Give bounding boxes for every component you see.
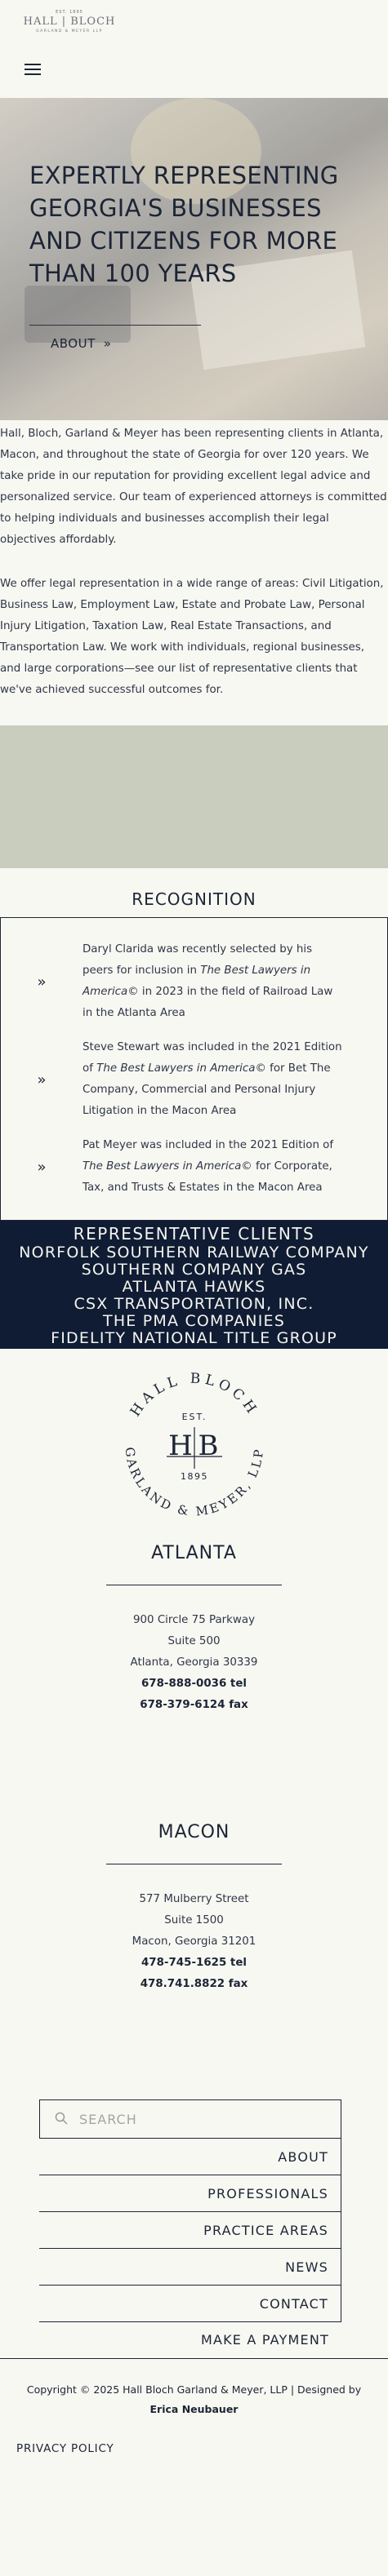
make-payment-link[interactable]: MAKE A PAYMENT <box>200 2332 329 2348</box>
firm-seal <box>113 1365 276 1528</box>
double-chevron-right-icon: » <box>37 1071 47 1088</box>
site-header <box>0 0 388 98</box>
footer-nav-practice-areas[interactable]: PRACTICE AREAS <box>39 2212 341 2249</box>
footer-nav-news[interactable]: NEWS <box>39 2249 341 2286</box>
address-suite: Suite 1500 <box>164 1914 224 1926</box>
search-icon[interactable] <box>55 2112 68 2125</box>
hero-headline: EXPERTLY REPRESENTING GEORGIA'S BUSINESSES AND CITIZENS FOR MORE THAN 100 YEARS <box>29 162 339 287</box>
color-band <box>0 725 388 868</box>
footer-nav-contact[interactable]: CONTACT <box>39 2286 341 2322</box>
double-chevron-right-icon: » <box>37 973 47 991</box>
search-input[interactable] <box>79 2107 324 2131</box>
logo-name: HALL | BLOCH <box>23 16 116 28</box>
logo-subtitle: GARLAND & MEYER LLP <box>36 29 103 33</box>
hero-about-link[interactable] <box>51 336 111 351</box>
logo[interactable] <box>16 10 123 33</box>
copyright <box>0 2359 388 2419</box>
recognition-list <box>0 917 388 1221</box>
client-name: NORFOLK SOUTHERN RAILWAY COMPANY <box>19 1244 369 1261</box>
fax-number: 678-379-6124 fax <box>140 1699 248 1711</box>
intro-paragraph: Hall, Bloch, Garland & Meyer has been representing clients in Atlanta, Macon, and throughout the state of Georgia for over 120 years. We take pride in our reputation for providing excellent legal advice and personalized service. Our team of experienced attorneys is committed to helping individuals and businesses accomplish their legal objectives affordably. <box>0 428 387 546</box>
office-name: MACON <box>158 1822 230 1842</box>
clients-list <box>0 1244 388 1347</box>
seal-bottom-text: GARLAND & MEYER, LLP <box>122 1446 266 1519</box>
address-suite: Suite 500 <box>167 1635 221 1647</box>
client-name: ATLANTA HAWKS <box>122 1278 266 1296</box>
search-box <box>39 2099 341 2139</box>
address-street: 577 Mulberry Street <box>139 1893 249 1905</box>
hamburger-menu-icon[interactable] <box>25 64 41 75</box>
recognition-text: Pat Meyer was included in the 2021 Edition of The Best Lawyers in America© for Corporate, Tax, and Trusts & Estates in the Macon Area <box>83 1139 334 1194</box>
recognition-text: Daryl Clarida was recently selected by his peers for inclusion in The Best Lawyers in America© in 2023 in the field of Railroad Law in the Atlanta Area <box>83 943 333 1019</box>
hero-divider <box>29 325 201 326</box>
footer-nav-about[interactable]: ABOUT <box>39 2139 341 2175</box>
intro-paragraph: We offer legal representation in a wide range of areas: Civil Litigation, Business Law, Employment Law, Estate and Probate Law, Personal Injury Litigation, Taxation Law, Real Estate Transactions, and Transportation Law. We work with individuals, regional businesses, and large corporations—see our list of representative clients that we've achieved successful outcomes for. <box>0 578 384 696</box>
address-city: Macon, Georgia 31201 <box>132 1935 256 1948</box>
seal-est: EST. <box>181 1412 207 1422</box>
seal-year: 1895 <box>180 1471 208 1482</box>
phone-link[interactable]: 478-745-1625 tel <box>140 1957 248 1969</box>
privacy-policy-link[interactable]: PRIVACY POLICY <box>16 2442 114 2455</box>
recognition-item <box>1 1128 387 1205</box>
representative-clients <box>0 1221 388 1349</box>
designer-link[interactable]: Erica Neubauer <box>149 2403 239 2415</box>
seal-monogram-h: H <box>167 1430 193 1462</box>
intro <box>0 423 388 701</box>
seal-top-text: HALL BLOCH <box>127 1370 261 1420</box>
seal-monogram-b: B <box>198 1430 218 1462</box>
client-name: SOUTHERN COMPANY GAS <box>81 1261 307 1279</box>
logo-est: EST. 1895 <box>56 10 83 15</box>
address-street: 900 Circle 75 Parkway <box>133 1614 255 1626</box>
client-name: CSX TRANSPORTATION, INC. <box>74 1295 314 1313</box>
recognition-title: RECOGNITION <box>132 889 256 909</box>
office-address <box>0 1889 388 1995</box>
client-name: FIDELITY NATIONAL TITLE GROUP <box>51 1329 337 1347</box>
office-atlanta <box>0 1543 388 1716</box>
copyright-text: Copyright © 2025 Hall Bloch Garland & Meyer, LLP | Designed by <box>26 2383 362 2396</box>
hero-about-label: ABOUT <box>51 336 96 351</box>
office-name: ATLANTA <box>151 1543 237 1563</box>
recognition-item <box>1 1031 387 1128</box>
client-name: THE PMA COMPANIES <box>103 1312 285 1330</box>
office-address <box>0 1610 388 1716</box>
double-chevron-right-icon: » <box>103 336 112 351</box>
recognition-item <box>1 933 387 1031</box>
recognition-text: Steve Stewart was included in the 2021 Edition of The Best Lawyers in America© for Bet The Company, Commercial and Personal Injury Litigation in the Macon Area <box>83 1041 342 1117</box>
phone-link[interactable]: 678-888-0036 tel <box>140 1678 248 1690</box>
hero <box>0 98 388 420</box>
footer-nav <box>39 2139 341 2322</box>
double-chevron-right-icon: » <box>37 1158 47 1176</box>
fax-number: 478.741.8822 fax <box>140 1978 248 1990</box>
address-city: Atlanta, Georgia 30339 <box>130 1656 258 1669</box>
clients-title: REPRESENTATIVE CLIENTS <box>73 1224 315 1244</box>
footer-nav-professionals[interactable]: PROFESSIONALS <box>39 2175 341 2212</box>
office-macon <box>0 1822 388 1995</box>
